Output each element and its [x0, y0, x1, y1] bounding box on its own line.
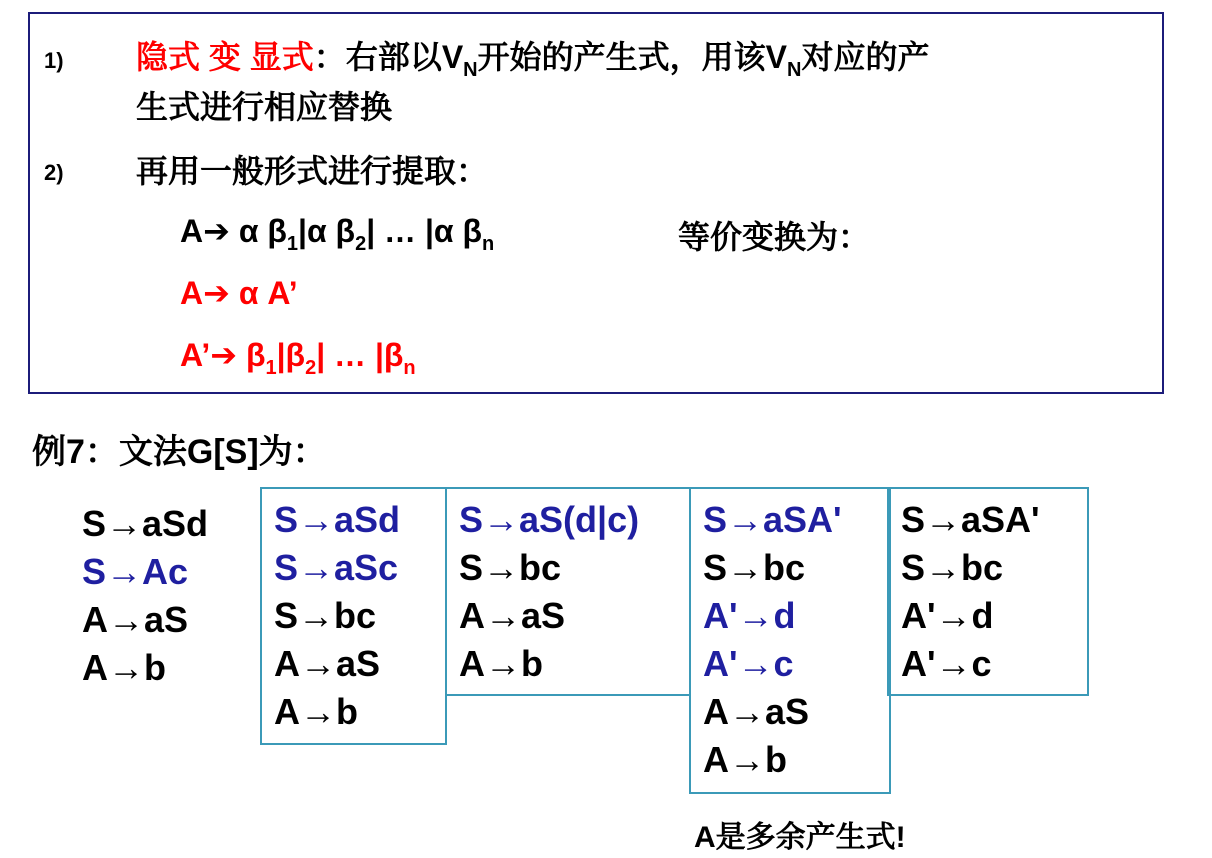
- production: A→b: [703, 739, 787, 780]
- item1-line1: [136, 32, 929, 82]
- production: A→b: [274, 691, 358, 732]
- production: S→aSA': [703, 499, 842, 540]
- production: S→bc: [274, 595, 377, 636]
- production: A→b: [459, 643, 543, 684]
- general-part-b: |α β: [298, 213, 356, 249]
- production: S→bc: [459, 547, 562, 588]
- production: A→b: [82, 647, 166, 688]
- result2-part-b: |β: [276, 337, 306, 373]
- production: A→aS: [703, 691, 810, 732]
- general-part-c: | … |α β: [366, 213, 482, 249]
- grammar-step1: [274, 496, 400, 736]
- grammar-step3: [703, 496, 842, 784]
- general-part-a: α β: [229, 213, 287, 249]
- arrow-icon: ➔: [203, 213, 230, 249]
- general-sub-2: 2: [355, 233, 367, 255]
- item1-text-c: 对应的产: [801, 39, 930, 75]
- production: A→aS: [274, 643, 381, 684]
- result1-rhs: α A’: [229, 275, 298, 311]
- note-text: A是多余产生式!: [694, 821, 906, 854]
- item1-number: 1): [44, 48, 64, 73]
- grammar-step2: [459, 496, 639, 688]
- grammar-step4: [901, 496, 1040, 688]
- item2-text: 再用一般形式进行提取：: [136, 153, 489, 189]
- item1-text-a: 右部以V: [345, 39, 464, 75]
- production: S→aS(d|c): [459, 499, 640, 540]
- general-sub-n: n: [481, 233, 495, 255]
- production: S→aSA': [901, 499, 1040, 540]
- result-line2: [180, 336, 416, 380]
- result2-sub-1: 1: [265, 357, 277, 379]
- item1-sub-b: N: [786, 59, 802, 81]
- example-title: 例7：文法G[S]为：: [32, 433, 327, 471]
- general-sub-1: 1: [286, 233, 299, 255]
- item1-sep: ：: [313, 39, 346, 75]
- production: S→bc: [901, 547, 1004, 588]
- grammar-original: [82, 500, 208, 692]
- production: S→aSc: [274, 547, 399, 588]
- arrow-icon: ➔: [210, 337, 238, 373]
- production: A'→d: [703, 595, 796, 636]
- item1-highlight: 隐式 变 显式: [136, 39, 314, 75]
- general-equivalence: 等价变换为：: [678, 219, 871, 255]
- production: S→bc: [703, 547, 806, 588]
- result2-lhs: A’: [180, 337, 211, 373]
- production: A'→d: [901, 595, 994, 636]
- production: A→aS: [459, 595, 566, 636]
- item1-text-b: 开始的产生式，用该V: [477, 39, 787, 75]
- result2-sub-n: n: [403, 357, 416, 379]
- production: S→aSd: [274, 499, 401, 540]
- arrow-icon: ➔: [203, 275, 230, 311]
- result-line1: [180, 274, 298, 312]
- item1-line2: 生式进行相应替换: [136, 89, 393, 125]
- result2-part-c: | … |β: [316, 337, 404, 373]
- result2-sub-2: 2: [305, 357, 317, 379]
- general-lhs: A: [180, 213, 204, 249]
- production: S→aSd: [82, 503, 209, 544]
- production: A→aS: [82, 599, 189, 640]
- result1-lhs: A: [180, 275, 204, 311]
- production: S→Ac: [82, 551, 189, 592]
- production: A'→c: [901, 643, 992, 684]
- result2-part-a: β: [237, 337, 266, 373]
- item1-sub-a: N: [463, 59, 478, 81]
- item2-number: 2): [44, 160, 64, 185]
- general-form: [180, 212, 494, 256]
- production: A'→c: [703, 643, 794, 684]
